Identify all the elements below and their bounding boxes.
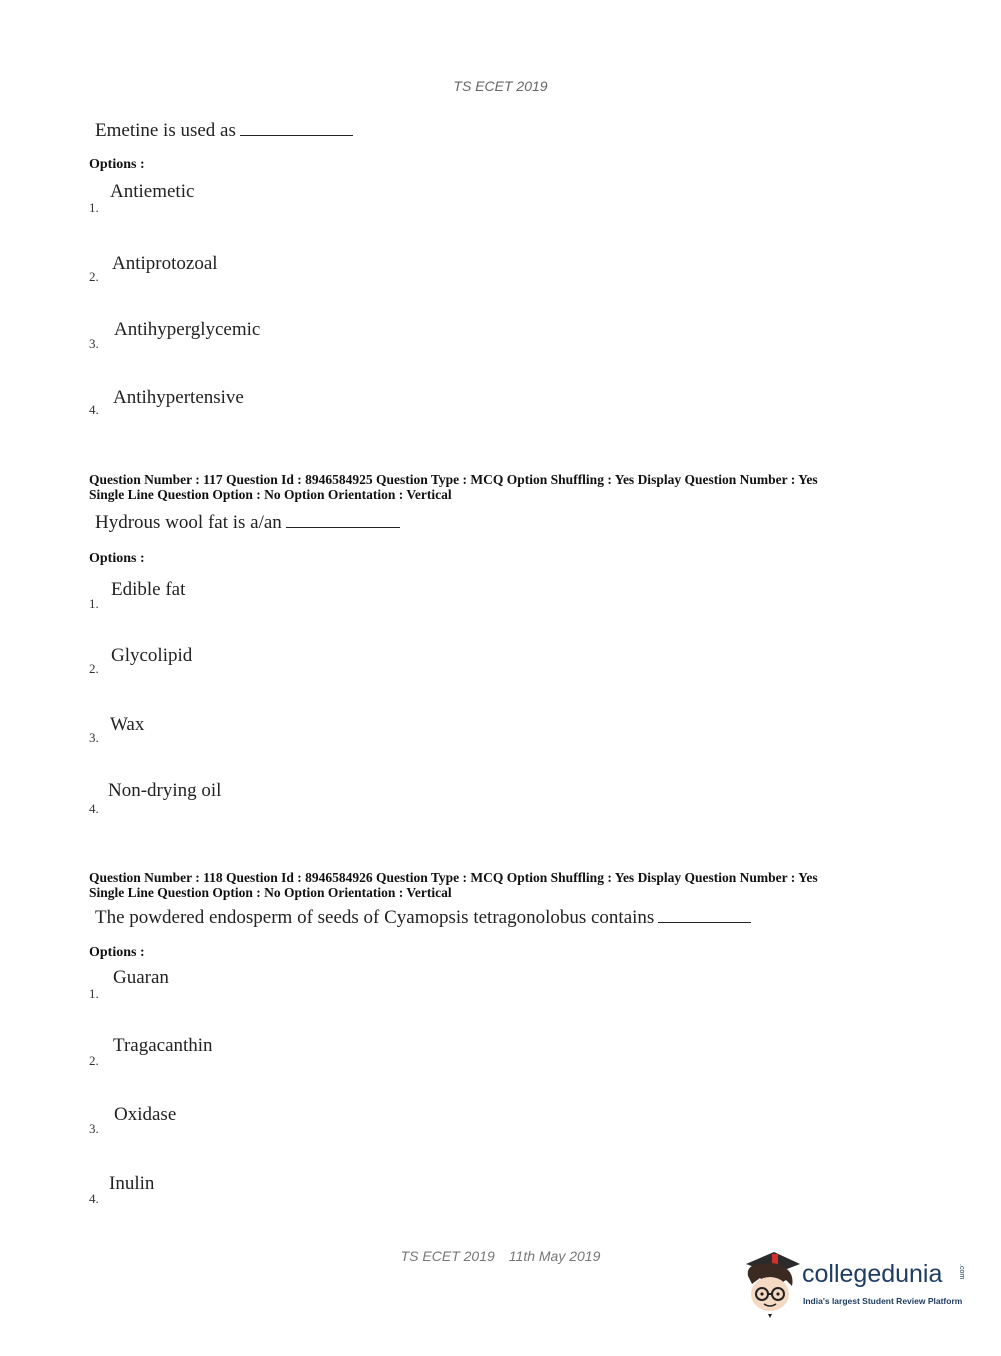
option-number: 3. bbox=[89, 336, 99, 351]
options-label: Options : bbox=[89, 157, 145, 172]
option-number: 1. bbox=[89, 986, 99, 1001]
option-text: Tragacanthin bbox=[113, 1035, 213, 1056]
answer-blank bbox=[240, 134, 353, 136]
question-text bbox=[95, 907, 751, 929]
answer-blank bbox=[658, 921, 751, 923]
option-text: Edible fat bbox=[111, 579, 186, 600]
option-text: Antihypertensive bbox=[113, 387, 244, 408]
collegedunia-logo bbox=[740, 1250, 970, 1320]
page-header: TS ECET 2019 bbox=[453, 78, 548, 94]
option-number: 1. bbox=[89, 200, 99, 215]
answer-blank bbox=[286, 526, 400, 528]
option-text: Wax bbox=[110, 714, 145, 735]
question-text-label: Emetine is used as bbox=[95, 120, 236, 141]
logo-tagline: India's largest Student Review Platform bbox=[803, 1296, 963, 1306]
option-text: Antiprotozoal bbox=[112, 253, 218, 274]
options-label: Options : bbox=[89, 551, 145, 566]
option-number: 1. bbox=[89, 596, 99, 611]
question-text bbox=[95, 120, 353, 142]
logo-dotcom: .com bbox=[958, 1264, 965, 1280]
footer-date: 11th May 2019 bbox=[508, 1248, 601, 1264]
option-number: 4. bbox=[89, 402, 99, 417]
option-number: 2. bbox=[89, 269, 99, 284]
logo-name: collegedunia bbox=[802, 1260, 943, 1288]
option-number: 3. bbox=[89, 730, 99, 745]
option-text: Glycolipid bbox=[111, 645, 193, 666]
option-text: Inulin bbox=[109, 1173, 155, 1194]
mascot-icon bbox=[740, 1250, 802, 1320]
option-number: 2. bbox=[89, 661, 99, 676]
question-meta-line2: Single Line Question Option : No Option Orientation : Vertical bbox=[89, 487, 452, 502]
option-text: Antihyperglycemic bbox=[114, 319, 261, 340]
footer-exam: TS ECET 2019 bbox=[400, 1248, 495, 1264]
question-meta-line1: Question Number : 118 Question Id : 8946584926 Question Type : MCQ Option Shuffling : Yes Display Question Number : Yes bbox=[89, 870, 818, 885]
option-text: Guaran bbox=[113, 967, 169, 988]
option-text: Antiemetic bbox=[110, 181, 195, 202]
option-number: 2. bbox=[89, 1053, 99, 1068]
option-text: Non-drying oil bbox=[108, 780, 222, 801]
option-text: Oxidase bbox=[114, 1104, 177, 1125]
option-number: 3. bbox=[89, 1121, 99, 1136]
options-label: Options : bbox=[89, 945, 145, 960]
question-meta-line1: Question Number : 117 Question Id : 8946584925 Question Type : MCQ Option Shuffling : Yes Display Question Number : Yes bbox=[89, 472, 818, 487]
question-text bbox=[95, 512, 400, 534]
question-text-label: The powdered endosperm of seeds of Cyamopsis tetragonolobus contains bbox=[95, 907, 655, 928]
question-text-label: Hydrous wool fat is a/an bbox=[95, 512, 282, 533]
option-number: 4. bbox=[89, 801, 99, 816]
question-meta-line2: Single Line Question Option : No Option Orientation : Vertical bbox=[89, 885, 452, 900]
option-number: 4. bbox=[89, 1191, 99, 1206]
